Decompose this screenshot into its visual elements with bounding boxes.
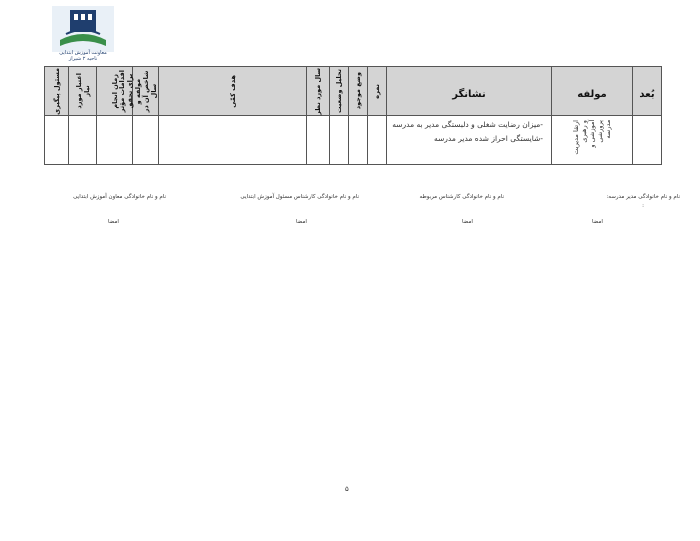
cell-score[interactable] [368,116,387,165]
cell-indicator[interactable] [387,116,552,165]
header-required-budget: اعتبار مورد نیاز [69,67,97,116]
sign-principal: امضا [592,219,603,225]
header-dimension: بُعد [633,67,662,116]
header-target-year: سال مورد نظر [307,67,330,116]
cell-quant-target[interactable] [159,116,307,165]
signature-principal-colon: : [642,203,644,209]
table-row [45,116,662,165]
header-actions: اقدامات مؤثر برای تحقق مولفه و شاخص آن در سال [133,67,159,116]
signature-deputy-primary-label: نام و نام خانوادگی معاون آموزش ابتدایی [73,194,166,200]
header-indicator: نشانگر [387,67,552,116]
header-current-status: وضع موجود [349,67,368,116]
table-header-row [45,67,662,116]
logo-caption-line2: ناحیه ۲ شیراز [68,56,98,62]
header-score: نمره [368,67,387,116]
header-responsible: مسئول پیگیری [45,67,69,116]
header-quant-target: هدف کمّی [159,67,307,116]
cell-current-status[interactable] [349,116,368,165]
cell-target-year[interactable] [307,116,330,165]
header-gap-analysis: تحلیل وضعیت [330,67,349,116]
component-text: ارتقا مدیریت و رهبری آموزشی و پرورشی مدرسه [572,120,612,155]
cell-required-budget[interactable] [69,116,97,165]
sign-expert-related: امضا [462,219,473,225]
signature-deputy-primary [73,194,166,200]
signature-expert-primary [240,194,359,200]
cell-execution-time[interactable] [97,116,133,165]
indicator-text: -میزان رضایت شغلی و دلبستگی مدیر به مدرسه -شایستگی احراز شده مدیر مدرسه [392,120,543,143]
signature-principal-label: نام و نام خانوادگی مدیر مدرسه: [606,194,680,200]
header-component: مولفه [552,67,633,116]
signature-principal [606,194,680,200]
operational-plan-table [44,66,662,165]
cell-responsible[interactable] [45,116,69,165]
signature-expert-related [419,194,504,200]
logo-caption-line1: معاونت آموزش ابتدایی [59,50,107,56]
cell-gap-analysis[interactable] [330,116,349,165]
logo-caption [52,50,114,62]
cell-dimension[interactable] [633,116,662,165]
sign-deputy-primary: امضا [108,219,119,225]
signature-expert-related-label: نام و نام خانوادگی کارشناس مربوطه [419,194,504,200]
cell-component[interactable] [552,116,633,165]
header-execution-time: زمان انجام [97,67,133,116]
sign-expert-primary: امضا [296,219,307,225]
signature-expert-primary-label: نام و نام خانوادگی کارشناس مسئول آموزش ابتدایی [240,194,359,200]
cell-actions[interactable] [133,116,159,165]
logo-emblem-icon [52,6,114,52]
page-number: ۵ [345,485,349,493]
